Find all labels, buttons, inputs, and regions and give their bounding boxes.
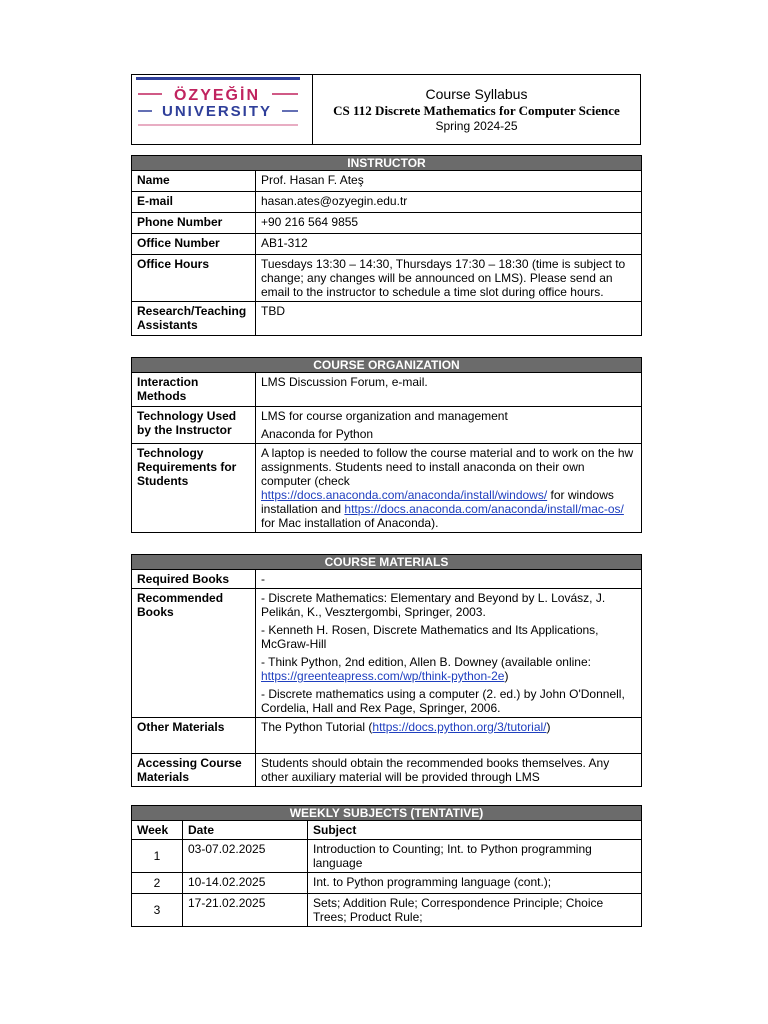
think-python-link[interactable]: https://greenteapress.com/wp/think-python-2e: [261, 669, 505, 683]
technology-requirements: [256, 444, 642, 533]
other-materials: [256, 718, 642, 754]
week-cell: 2: [132, 873, 183, 894]
logo-top-text: ÖZYEĞİN: [173, 87, 261, 104]
accessing-materials: Students should obtain the recommended books themselves. Any other auxiliary material will be provided through LMS: [256, 754, 642, 787]
term: Spring 2024-25: [435, 118, 518, 133]
weekly-table: [131, 805, 642, 927]
other-text: The Python Tutorial (: [261, 720, 373, 734]
field-label: Recommended Books: [132, 589, 256, 718]
table-row: [132, 873, 642, 894]
field-label: Required Books: [132, 570, 256, 589]
book-item: - Discrete mathematics using a computer (2. ed.) by John O'Donnell, Cordelia, Hall and Rex Page, Springer, 2006.: [261, 687, 625, 715]
field-label: Accessing Course Materials: [132, 754, 256, 787]
field-label: Research/Teaching Assistants: [132, 302, 256, 336]
field-label: Office Hours: [132, 255, 256, 302]
university-logo: [132, 75, 313, 145]
field-label: Name: [132, 171, 256, 192]
tech-req-text: for windows installation and: [261, 488, 614, 516]
ozyegin-logo: [132, 75, 312, 141]
instructor-email: hasan.ates@ozyegin.edu.tr: [256, 192, 642, 213]
header-table: [131, 74, 641, 145]
tech-item: LMS for course organization and management: [261, 409, 508, 423]
section-heading: COURSE ORGANIZATION: [132, 358, 642, 373]
subject-cell: Int. to Python programming language (cont.);: [308, 873, 642, 894]
date-cell: 03-07.02.2025: [183, 840, 308, 873]
other-text: ): [546, 720, 551, 734]
weekly-section: [131, 805, 642, 927]
book-text: ): [504, 669, 509, 683]
organization-section: [131, 357, 642, 533]
book-text: - Think Python, 2nd edition, Allen B. Downey (available online:: [261, 655, 591, 669]
section-heading: INSTRUCTOR: [132, 156, 642, 171]
field-label: Other Materials: [132, 718, 256, 754]
column-header: Subject: [308, 821, 642, 840]
office-hours: Tuesdays 13:30 – 14:30, Thursdays 17:30 – 18:30 (time is subject to change; any changes will be announced on LMS). Please send an email to the instructor to schedule a time slot during office hours.: [256, 255, 642, 302]
field-label: Interaction Methods: [132, 373, 256, 407]
field-label: Office Number: [132, 234, 256, 255]
instructor-name: Prof. Hasan F. Ateş: [256, 171, 642, 192]
date-cell: 17-21.02.2025: [183, 894, 308, 927]
tech-item: Anaconda for Python: [261, 427, 374, 441]
week-cell: 3: [132, 894, 183, 927]
instructor-section: [131, 155, 642, 336]
recommended-books: [256, 589, 642, 718]
assistants: TBD: [256, 302, 642, 336]
book-item: - Discrete Mathematics: Elementary and Beyond by L. Lovász, J. Pelikán, K., Vesztergombi, Springer, 2003.: [261, 591, 606, 619]
field-label: Phone Number: [132, 213, 256, 234]
technology-instructor: [256, 407, 642, 444]
column-header: Date: [183, 821, 308, 840]
tech-req-text: for Mac installation of Anaconda).: [261, 516, 439, 530]
table-row: [132, 840, 642, 873]
required-books: -: [256, 570, 642, 589]
section-heading: WEEKLY SUBJECTS (TENTATIVE): [132, 806, 642, 821]
table-row: [132, 894, 642, 927]
field-label: E-mail: [132, 192, 256, 213]
instructor-office: AB1-312: [256, 234, 642, 255]
logo-bottom-text: UNIVERSITY: [161, 103, 273, 120]
instructor-phone: +90 216 564 9855: [256, 213, 642, 234]
week-cell: 1: [132, 840, 183, 873]
materials-section: [131, 554, 642, 787]
section-heading: COURSE MATERIALS: [132, 555, 642, 570]
subject-cell: Sets; Addition Rule; Correspondence Principle; Choice Trees; Product Rule;: [308, 894, 642, 927]
subject-cell: Introduction to Counting; Int. to Python programming language: [308, 840, 642, 873]
anaconda-mac-link[interactable]: https://docs.anaconda.com/anaconda/install/mac-os/: [344, 502, 624, 516]
interaction-methods: LMS Discussion Forum, e-mail.: [256, 373, 642, 407]
column-header: Week: [132, 821, 183, 840]
field-label: Technology Used by the Instructor: [132, 407, 256, 444]
title-block: [313, 75, 641, 145]
field-label: Technology Requirements for Students: [132, 444, 256, 533]
book-item: [261, 655, 636, 683]
python-tutorial-link[interactable]: https://docs.python.org/3/tutorial/: [372, 720, 547, 734]
date-cell: 10-14.02.2025: [183, 873, 308, 894]
anaconda-windows-link[interactable]: https://docs.anaconda.com/anaconda/install/windows/: [261, 488, 548, 502]
course-title: CS 112 Discrete Mathematics for Computer Science: [333, 102, 620, 118]
document-type: Course Syllabus: [425, 85, 528, 102]
book-item: - Kenneth H. Rosen, Discrete Mathematics and Its Applications, McGraw-Hill: [261, 623, 599, 651]
tech-req-text: A laptop is needed to follow the course material and to work on the hw assignments. Students need to install anaconda on their own computer (check: [261, 446, 634, 488]
